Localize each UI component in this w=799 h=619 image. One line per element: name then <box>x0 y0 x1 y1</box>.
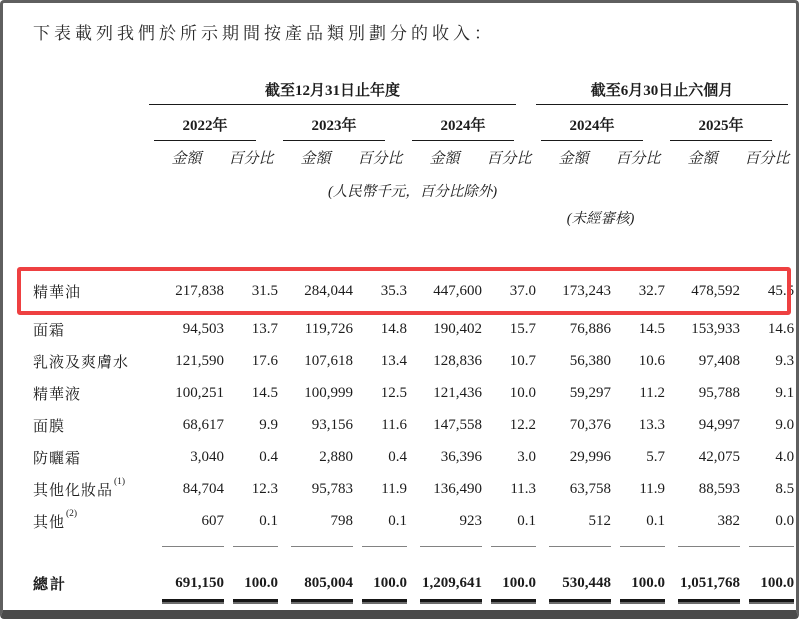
category-label: 面膜 <box>33 418 66 435</box>
percent-cell: 35.3 <box>380 282 407 299</box>
percent-subheader: 百分比 <box>486 150 532 167</box>
percent-cell: 15.7 <box>509 320 537 337</box>
percent-cell: 17.6 <box>251 352 278 369</box>
amount-cell: 63,758 <box>569 480 612 497</box>
percent-cell: 0.1 <box>259 512 278 529</box>
amount-cell: 128,836 <box>433 352 482 369</box>
amount-cell: 190,402 <box>433 320 482 337</box>
category-cell <box>31 505 149 537</box>
amount-cell: 2,880 <box>319 448 353 465</box>
amount-cell: 119,726 <box>304 320 353 337</box>
amount-cell: 284,044 <box>304 282 353 299</box>
category-label: 精華油 <box>33 284 82 301</box>
table-body <box>31 269 794 611</box>
percent-cell: 37.0 <box>509 282 537 299</box>
percent-cell: 11.9 <box>381 480 407 497</box>
percent-cell: 5.7 <box>646 448 666 465</box>
percent-cell: 0.1 <box>646 512 666 529</box>
category-cell <box>31 345 149 377</box>
percent-cell: 31.5 <box>251 282 278 299</box>
percent-cell: 3.0 <box>517 448 537 465</box>
category-label: 防曬霜 <box>33 450 82 467</box>
footnote-marker: (2) <box>66 508 78 519</box>
year-2023-label: 2023年 <box>283 114 385 141</box>
amount-cell: 88,593 <box>698 480 741 497</box>
percent-cell: 14.6 <box>767 320 795 337</box>
percent-cell: 0.1 <box>517 512 537 529</box>
percent-cell: 100.0 <box>631 574 666 591</box>
amount-cell: 84,704 <box>182 480 224 497</box>
percent-cell: 100.0 <box>760 574 795 591</box>
percent-cell: 12.2 <box>509 416 537 433</box>
year-2024-label: 2024年 <box>412 114 514 141</box>
amount-cell: 530,448 <box>562 574 612 591</box>
amount-cell: 93,156 <box>311 416 353 433</box>
page-title: 下表載列我們於所示期間按產品類別劃分的收入： <box>33 24 495 43</box>
year-header-row <box>31 105 794 141</box>
percent-cell: 100.0 <box>244 574 278 591</box>
unit-note-row <box>31 173 794 207</box>
category-cell <box>31 377 149 409</box>
percent-cell: 9.3 <box>775 352 795 369</box>
amount-cell: 121,590 <box>175 352 224 369</box>
amount-cell: 923 <box>459 512 482 529</box>
percent-cell: 13.7 <box>251 320 278 337</box>
amount-cell: 97,408 <box>698 352 741 369</box>
percent-cell: 13.4 <box>380 352 407 369</box>
category-cell <box>31 473 149 505</box>
amount-cell: 607 <box>201 512 224 529</box>
percent-cell: 10.6 <box>638 352 666 369</box>
annual-period-header <box>149 69 536 105</box>
amount-cell: 136,490 <box>433 480 482 497</box>
amount-cell: 217,838 <box>175 282 224 299</box>
table-row <box>31 313 794 345</box>
percent-cell: 10.0 <box>509 384 537 401</box>
table-row <box>31 473 794 505</box>
category-label: 其他化妝品 <box>33 482 114 499</box>
percent-cell: 14.5 <box>251 384 278 401</box>
category-label: 其他 <box>33 514 66 531</box>
percent-subheader: 百分比 <box>744 150 790 167</box>
percent-cell: 11.6 <box>381 416 407 433</box>
category-cell <box>31 313 149 345</box>
annual-period-label: 截至12月31日止年度 <box>149 79 516 105</box>
year-2025-interim-label: 2025年 <box>670 114 772 141</box>
amount-cell: 805,004 <box>304 574 353 591</box>
amount-cell: 147,558 <box>433 416 482 433</box>
amount-cell: 1,051,768 <box>680 574 741 591</box>
unit-note: (人民幣千元，百分比除外) <box>327 183 498 200</box>
audit-note: (未經審核) <box>566 211 635 227</box>
percent-cell: 0.1 <box>388 512 407 529</box>
percent-cell: 12.5 <box>380 384 407 401</box>
amount-cell: 1,209,641 <box>422 574 482 591</box>
amount-cell: 447,600 <box>433 282 482 299</box>
table-row <box>31 377 794 409</box>
table-row <box>31 409 794 441</box>
percent-cell: 14.8 <box>380 320 407 337</box>
amount-cell: 3,040 <box>190 448 224 465</box>
category-cell <box>31 567 149 599</box>
percent-cell: 11.9 <box>639 480 666 497</box>
amount-subheader: 金額 <box>300 150 331 167</box>
percent-cell: 0.4 <box>259 448 278 465</box>
percent-cell: 0.4 <box>388 448 407 465</box>
amount-cell: 798 <box>330 512 353 529</box>
amount-cell: 76,886 <box>569 320 612 337</box>
amount-cell: 56,380 <box>569 352 612 369</box>
single-rule-row <box>31 537 794 547</box>
category-label: 乳液及爽膚水 <box>33 354 130 371</box>
percent-subheader: 百分比 <box>357 150 403 167</box>
category-cell <box>31 269 149 313</box>
amount-cell: 95,788 <box>698 384 741 401</box>
amount-cell: 382 <box>717 512 741 529</box>
amount-cell: 68,617 <box>182 416 224 433</box>
amount-subheader: 金額 <box>429 150 460 167</box>
year-2024-interim-label: 2024年 <box>541 114 643 141</box>
amount-subheader: 金額 <box>171 150 202 167</box>
percent-cell: 11.3 <box>510 480 537 497</box>
percent-cell: 0.0 <box>775 512 795 529</box>
category-label: 精華液 <box>33 386 82 403</box>
percent-cell: 13.3 <box>638 416 666 433</box>
table-row <box>31 269 794 313</box>
amount-cell: 173,243 <box>562 282 612 299</box>
spacer-row <box>31 237 794 269</box>
amount-cell: 94,997 <box>698 416 741 433</box>
percent-subheader: 百分比 <box>228 150 274 167</box>
interim-period-label: 截至6月30日止六個月 <box>536 79 788 105</box>
category-label: 總計 <box>33 576 68 593</box>
percent-cell: 45.5 <box>767 282 795 299</box>
amount-cell: 95,783 <box>311 480 353 497</box>
percent-cell: 9.9 <box>259 416 278 433</box>
footnote-marker: (1) <box>114 476 126 487</box>
subheader-row <box>31 141 794 173</box>
percent-cell: 9.1 <box>775 384 795 401</box>
amount-cell: 512 <box>588 512 612 529</box>
category-cell <box>31 409 149 441</box>
year-2022-label: 2022年 <box>154 114 256 141</box>
amount-cell: 59,297 <box>569 384 612 401</box>
amount-cell: 42,075 <box>698 448 741 465</box>
revenue-by-product-table <box>31 69 794 611</box>
amount-subheader: 金額 <box>687 150 718 167</box>
amount-cell: 121,436 <box>433 384 482 401</box>
percent-cell: 8.5 <box>775 480 795 497</box>
amount-subheader: 金額 <box>558 150 589 167</box>
amount-cell: 100,999 <box>304 384 353 401</box>
amount-cell: 70,376 <box>569 416 612 433</box>
interim-period-header <box>536 69 794 105</box>
amount-cell: 107,618 <box>304 352 353 369</box>
double-rule-row <box>31 599 794 611</box>
audit-note-row <box>31 207 794 237</box>
percent-cell: 32.7 <box>638 282 666 299</box>
category-cell <box>31 441 149 473</box>
amount-cell: 94,503 <box>182 320 224 337</box>
amount-cell: 29,996 <box>569 448 612 465</box>
total-row <box>31 567 794 599</box>
gap-row <box>31 547 794 567</box>
percent-cell: 4.0 <box>775 448 795 465</box>
amount-cell: 153,933 <box>691 320 741 337</box>
percent-cell: 12.3 <box>251 480 278 497</box>
amount-cell: 36,396 <box>440 448 482 465</box>
category-label: 面霜 <box>33 322 66 339</box>
percent-cell: 11.2 <box>639 384 666 401</box>
table-row <box>31 505 794 537</box>
percent-cell: 100.0 <box>502 574 537 591</box>
percent-cell: 14.5 <box>638 320 666 337</box>
amount-cell: 691,150 <box>175 574 224 591</box>
table-row <box>31 441 794 473</box>
amount-cell: 478,592 <box>691 282 741 299</box>
table-row <box>31 345 794 377</box>
amount-cell: 100,251 <box>175 384 224 401</box>
percent-cell: 10.7 <box>509 352 537 369</box>
percent-cell: 100.0 <box>373 574 407 591</box>
percent-subheader: 百分比 <box>615 150 661 167</box>
period-group-header-row <box>31 69 794 105</box>
percent-cell: 9.0 <box>775 416 795 433</box>
